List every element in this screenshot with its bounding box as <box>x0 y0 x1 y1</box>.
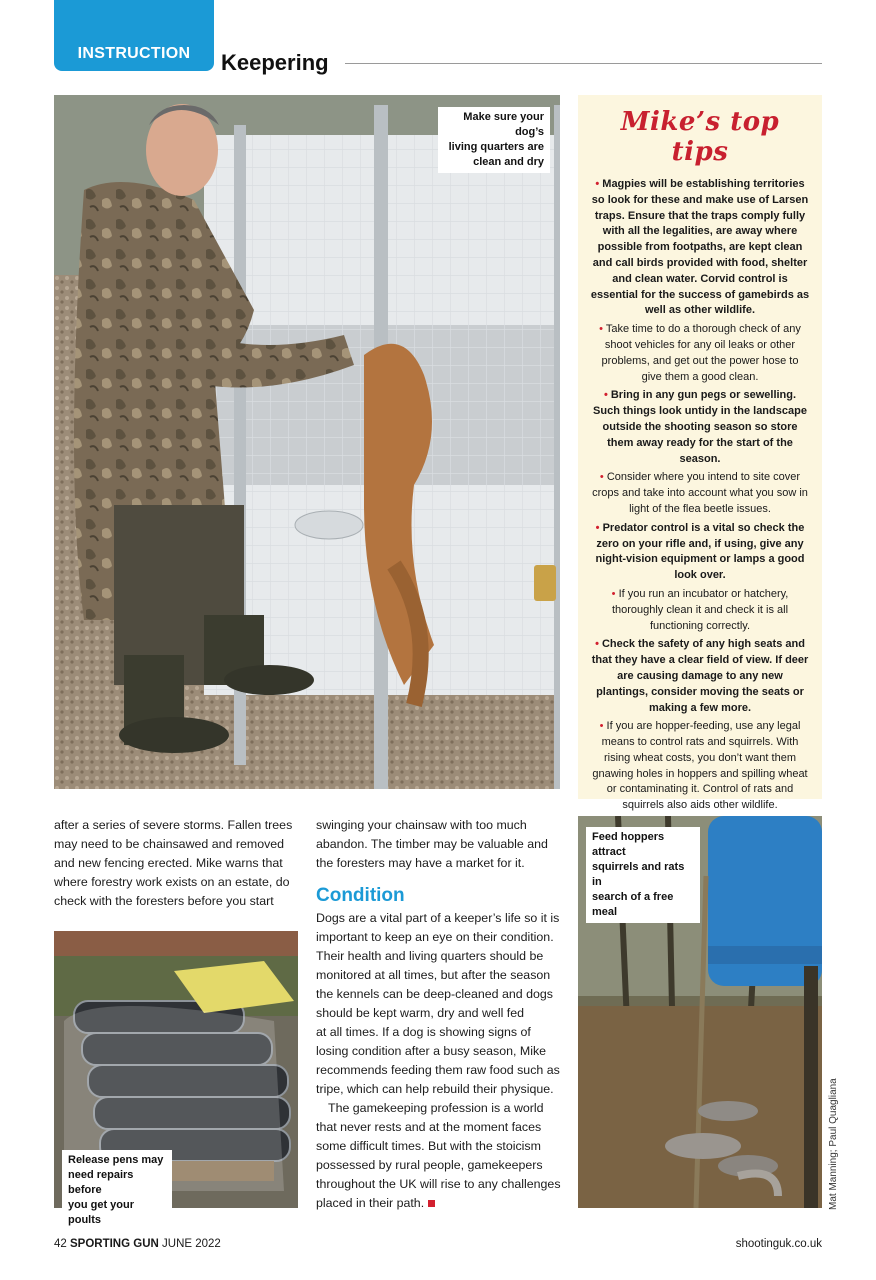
text-line: Their health and living quarters should be <box>316 949 544 963</box>
hopper-photo-caption <box>586 827 700 923</box>
page-number: 42 <box>54 1238 67 1250</box>
text-line: at all times. If a dog is showing signs of <box>316 1025 531 1039</box>
text-line: throughout the UK will rise to any challenges <box>316 1177 561 1191</box>
final-line <box>316 1194 564 1213</box>
tip-text: If you are hopper-feeding, use any legal means to control rats and squirrels. With rising wheat costs, you don’t want them gnawing holes in hoppers and spilling wheat or contaminating it. Control of rats and squirrels also aids other wildlife. <box>592 720 808 812</box>
caption-line: Feed hoppers attract <box>592 831 665 858</box>
text-line: losing condition after a busy season, Mike <box>316 1044 547 1058</box>
article-column-1 <box>54 816 299 911</box>
caption-line: need repairs before <box>68 1169 134 1196</box>
text-line: may need to be chainsawed and removed <box>54 837 285 851</box>
condition-subheading: Condition <box>316 885 405 906</box>
section-label: INSTRUCTION <box>77 45 191 62</box>
text-line: some difficult times. But with the stoicism <box>316 1139 541 1153</box>
tip-item <box>590 719 810 814</box>
text-line: The gamekeeping profession is a world <box>328 1101 544 1115</box>
main-photo <box>54 95 560 789</box>
tip-item <box>590 322 810 385</box>
bullet-icon: • <box>595 638 602 651</box>
bullet-icon: • <box>603 389 611 402</box>
text-line: check with the foresters before you start <box>54 894 274 908</box>
tip-text: Bring in any gun pegs or sewelling. Such things look untidy in the landscape outside the shooting season so store them away ready for the start of the season. <box>593 389 807 465</box>
text-line: after a series of severe storms. Fallen trees <box>54 818 293 832</box>
tip-item <box>590 637 810 716</box>
text-line: abandon. The timber may be valuable and <box>316 837 548 851</box>
website-url: shootinguk.co.uk <box>735 1238 822 1250</box>
caption-line: you get your poults <box>68 1199 135 1226</box>
text-line: the kennels can be deep-cleaned and dogs <box>316 987 553 1001</box>
caption-line: living quarters are <box>448 141 544 153</box>
pens-photo-caption <box>62 1150 172 1231</box>
magazine-name: SPORTING GUN <box>70 1238 159 1250</box>
tip-item <box>590 470 810 517</box>
caption-line: Make sure your dog’s <box>463 111 544 138</box>
bullet-icon: • <box>595 178 603 190</box>
page-title: Keepering <box>221 50 329 75</box>
tips-title: Mike’s top tips <box>620 107 780 167</box>
end-mark <box>428 1200 435 1207</box>
text-line: placed in their path. <box>316 1196 425 1210</box>
header-divider <box>345 63 822 64</box>
caption-line: search of a free meal <box>592 891 674 918</box>
text-line: the foresters may have a market for it. <box>316 856 525 870</box>
bullet-icon: • <box>599 471 607 484</box>
text-line: should be kept warm, dry and well fed <box>316 1006 524 1020</box>
section-tab <box>54 0 214 71</box>
kennel-photo-illustration <box>54 95 560 789</box>
article-column-2-top <box>316 816 561 873</box>
tip-text: Predator control is a vital so check the zero on your rifle and, if using, give any night-vision equipment or lamps a good look over. <box>595 521 805 582</box>
bullet-icon: • <box>599 323 606 336</box>
text-line: monitored at all times, but after the season <box>316 968 551 982</box>
caption-line: Release pens may <box>68 1154 164 1166</box>
caption-line: clean and dry <box>473 156 544 168</box>
text-line: swinging your chainsaw with too much <box>316 818 527 832</box>
tip-text: Take time to do a thorough check of any shoot vehicles for any oil leaks or other problems, and get out the power hose to give them a good clean. <box>601 323 801 383</box>
text-line: Dogs are a vital part of a keeper’s life so it is <box>316 911 560 925</box>
main-photo-caption <box>438 107 550 173</box>
caption-line: squirrels and rats in <box>592 861 685 888</box>
text-line: important to keep an eye on their condition. <box>316 930 554 944</box>
photo-credit: Mat Manning; Paul Quagliana <box>828 1078 839 1210</box>
bullet-icon: • <box>599 720 607 733</box>
text-line: tripe, which can help rebuild their physique. <box>316 1082 554 1096</box>
tip-item <box>590 388 810 467</box>
tips-box <box>578 95 822 812</box>
tip-text: Consider where you intend to site cover crops and take into account what you sow in light of the flea beetle issues. <box>592 471 808 515</box>
tip-item <box>590 587 810 634</box>
tip-item <box>590 521 810 584</box>
text-line: that never rests and at the moment faces <box>316 1120 542 1134</box>
text-line: possessed by rural people, gamekeepers <box>316 1158 543 1172</box>
text-line: where forestry work exists on an estate, do <box>54 875 290 889</box>
text-line: and new fencing erected. Mike warns that <box>54 856 283 870</box>
bullet-icon: • <box>595 521 603 534</box>
tip-text: Check the safety of any high seats and that they have a clear field of view. If deer are causing damage to any new plantings, consider moving the seats or making a few more. <box>591 638 809 714</box>
tip-item <box>590 177 810 319</box>
tip-text: If you run an incubator or hatchery, thoroughly clean it and check it is all functioning correctly. <box>611 587 789 632</box>
bullet-icon: • <box>611 587 619 600</box>
tips-list <box>590 177 810 814</box>
issue-date: JUNE 2022 <box>162 1238 221 1250</box>
page-footer <box>54 1238 822 1250</box>
tip-text: Magpies will be establishing territories so look for these and make use of Larsen traps. Ensure that the traps comply fully with all the legalities, are away where possible from footpaths, are kept clean and call birds provided with food, shelter and clean water. Corvid control is essential for the success of gamebirds as well as other wildlife. <box>590 178 810 317</box>
text-line: recommends feeding them raw food such as <box>316 1063 560 1077</box>
article-column-2-body <box>316 909 564 1213</box>
